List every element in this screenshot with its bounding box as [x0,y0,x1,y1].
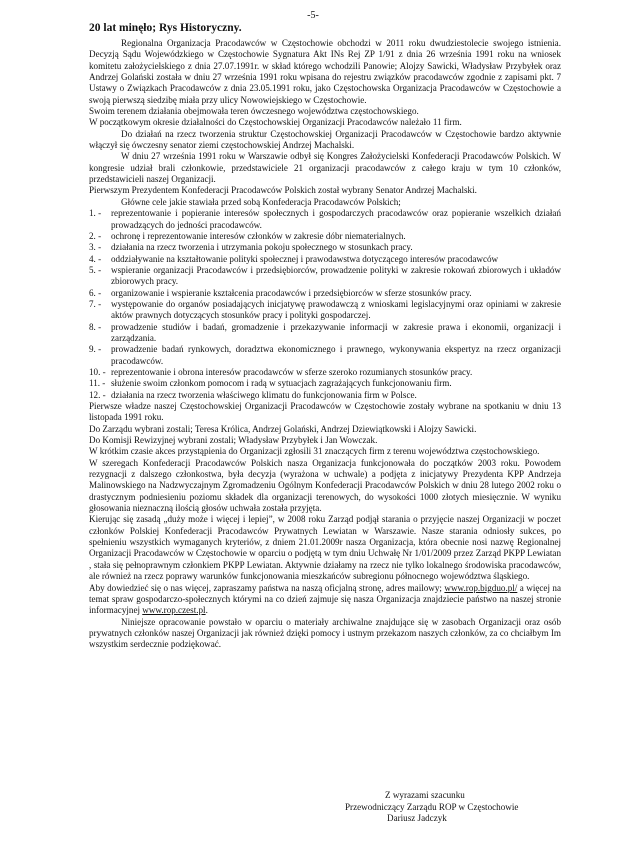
email-link[interactable]: www.rop.bigduo.pl/ [444,582,518,593]
goal-text: prowadzenie badań rynkowych, doradztwa ekonomicznego i prawnego, wykonywania ekspertyz na rzecz organizacji pracodawców. [111,344,561,366]
contact-text-post: . [205,605,208,616]
history-paragraph: Kierując się zasadą „duży może i więcej i lepiej”, w 2008 roku Zarząd podjął starania o przyjęcie naszej Organizacji w poczet członków Polskiej Konfederacji Pracodawców Prywatnych Lewiatan w Warszawie. Nasze starania odniosły sukces, po spełnieniu wszystkich wymaganych kryteriów, z dniem 21.01.2009r nasza Organizacja, która obecnie nosi nazwę Regionalnej Organizacji Pracodawców w Częstochowie w oparciu o podjętą w tym dniu Uchwałę Nr 1/01/2009 przez Zarząd PKPP Lewiatan , stała się pełnoprawnym członkiem PKPP Lewiatan. Aktywnie działamy na rzecz nie tylko lokalnego środowiska pracodawców, ale również na rzecz poprawy warunków funkcjonowania mieszkańców subregionu północnego województwa śląskiego. [89,514,561,582]
goal-item [89,322,561,345]
closing-paragraph: Niniejsze opracowanie powstało w oparciu o materiały archiwalne znajdujące się w zasobach Organizacji oraz osób prywatnych członków naszej Organizacji jak również dzięki pomocy i ustnym przekazom naszych członków, za co chciałbym Im wszystkim serdecznie podziękować. [89,616,561,650]
goal-text: prowadzenie studiów i badań, gromadzenie i przekazywanie informacji w zakresie prawa i ekonomii, organizacji i zarządzania. [111,321,561,343]
goal-item [89,208,561,231]
goal-text: występowanie do organów posiadających inicjatywę prawodawczą z wnioskami legislacyjnymi oraz opiniami w zakresie aktów prawnych dotyczących stosunków pracy i polityki gospodarczej. [111,298,561,321]
signature-greeting: Z wyrazami szacunku [385,790,465,800]
contact-text-pre: Aby dowiedzieć się o nas więcej, zapraszamy państwa na naszą oficjalną stronę, adres mailowy; [89,582,442,593]
signature-block [345,790,518,825]
goal-number: 9. - [89,344,102,355]
goal-text: działania na rzecz tworzenia i utrzymania pokoju społecznego w stosunkach pracy. [111,242,413,253]
goal-text: działania na rzecz tworzenia właściwego klimatu do funkcjonowania firm w Polsce. [111,389,417,400]
goals-list [89,208,561,401]
intro-paragraph: Regionalna Organizacja Pracodawców w Częstochowie obchodzi w 2011 roku dwudziestolecie swojego istnienia. Decyzją Sądu Wojewódzkiego w Częstochowie Sygnatura Akt INs Rej ZP 1/91 z dnia 26 września 1991 roku na wniosek komitetu założycielskiego z dnia 27.07.1991r. w skład którego wchodzili Panowie; Alojzy Sawicki, Władysław Przybyłek oraz Andrzej Golański została w dniu 27 września 1991 roku wpisana do rejestru związków pracodawców zgodnie z zapisami pkt. 7 Ustawy o Związkach Pracodawców z dnia 23.05.1991 roku, jako Częstochowska Organizacja Pracodawców w Częstochowie a swoją pierwszą siedzibę miała przy ulicy Nowowiejskiego w Częstochowie. [89,38,561,105]
goal-number: 1. - [89,208,102,219]
goal-number: 8. - [89,321,102,332]
goal-item [89,390,561,401]
goal-item [89,254,561,265]
intro-paragraph: Do działań na rzecz tworzenia struktur Częstochowskiej Organizacji Pracodawców w Częstochowie bardzo aktywnie włączył się ówczesny senator ziemi częstochowskiej Andrzej Machalski. [89,128,561,151]
document-body [89,38,561,651]
website-link[interactable]: www.rop.czest.pl [142,605,206,616]
goal-number: 10. - [89,366,106,377]
goal-item [89,242,561,253]
goal-number: 7. - [89,298,102,309]
goal-text: reprezentowanie i obrona interesów pracodawców w sferze szeroko rozumianych stosunków pracy. [111,366,473,377]
history-section [89,401,561,583]
signature-name: Dariusz Jadczyk [387,813,447,823]
page-title: 20 lat minęło; Rys Historyczny. [89,22,242,34]
contact-paragraph [89,583,561,617]
goal-number: 2. - [89,230,102,241]
goal-item [89,344,561,367]
goal-text: wspieranie organizacji Pracodawców i przedsiębiorców, prowadzenie polityki w zakresie rokowań zbiorowych i układów zbiorowych pracy. [111,264,561,287]
history-paragraph: W krótkim czasie akces przystąpienia do Organizacji zgłosili 31 znaczących firm z terenu województwa częstochowskiego. [89,446,540,457]
goal-text: organizowanie i wspieranie kształcenia pracodawców i przedsiębiorców w sferze stosunków pracy. [111,287,472,298]
goal-text: ochronę i reprezentowanie interesów członków w zakresie dóbr niematerialnych. [111,230,406,241]
goal-item [89,299,561,322]
goal-item [89,288,561,299]
intro-paragraph: W początkowym okresie działalności do Częstochowskiej Organizacji Pracodawców należało 11 firm. [89,117,462,128]
intro-section [89,38,561,208]
contact-text-mid: a więcej na temat spraw gospodarczo-społecznych którymi na co dzień zajmuje się nasza Organizacja znajdziecie państwo na naszej stronie informacyjnej [89,582,562,616]
intro-paragraph: Główne cele jakie stawiała przed sobą Konfederacja Pracodawców Polskich; [121,196,401,207]
goal-text: reprezentowanie i popieranie interesów społecznych i gospodarczych pracodawców oraz popieranie wszelkich działań prowadzących do jedności pracodawców. [111,208,561,230]
goal-item [89,378,561,389]
goal-item [89,367,561,378]
page-number: -5- [307,10,319,21]
history-paragraph: Do Komisji Rewizyjnej wybrani zostali; Władysław Przybyłek i Jan Wowczak. [89,435,378,446]
history-paragraph: Do Zarządu wybrani zostali; Teresa Królica, Andrzej Golański, Andrzej Dziewiątkowski i Alojzy Sawicki. [89,423,477,434]
intro-paragraph: W dniu 27 września 1991 roku w Warszawie odbył się Kongres Założycielski Konfederacji Pracodawców Polskich. W kongresie udział brali członkowie, przedstawiciele 21 organizacji pracodawców z całego kraju w tym 10 członków, przedstawicieli naszej Organizacji. [89,151,561,185]
intro-paragraph: Pierwszym Prezydentem Konfederacji Pracodawców Polskich został wybrany Senator Andrzej Machalski. [89,185,477,196]
signature-role: Przewodniczący Zarządu ROP w Częstochowie [345,801,519,812]
goal-number: 4. - [89,253,102,264]
goal-number: 11. - [89,378,106,389]
goal-text: oddziaływanie na kształtowanie polityki społecznej i prawodawstwa dotyczącego interesów pracodawców [111,253,499,264]
goal-number: 12. - [89,389,106,400]
goal-text: służenie swoim członkom pomocom i radą w sytuacjach zagrażających funkcjonowaniu firm. [111,378,452,389]
history-paragraph: W szeregach Konfederacji Pracodawców Polskich nasza Organizacja funkcjonowała do początków 2003 roku. Powodem rezygnacji z dalszego członkostwa, była decyzja (wyrażona w uchwale) a podjęta z inicjatywy Prezydenta KPP Andrzeja Malinowskiego na Nadzwyczajnym Zgromadzeniu Ogólnym Konfederacji Pracodawców Polskich w dniu 28 lutego 2002 roku o drastycznym podniesieniu poziomu składek dla organizacji terenowych, do wysokości 1000 złotych miesięcznie. W wyniku głosowania nieznaczną ilością głosów uchwała została przyjęta. [89,457,561,514]
history-paragraph: Pierwsze władze naszej Częstochowskiej Organizacji Pracodawców w Częstochowie zostały wybrane na spotkaniu w dniu 13 listopada 1991 roku. [89,401,561,423]
goal-number: 6. - [89,287,102,298]
intro-paragraph: Swoim terenem działania obejmowała teren ówczesnego województwa częstochowskiego. [89,106,419,117]
goal-item [89,265,561,288]
goal-number: 5. - [89,264,102,275]
goal-item [89,231,561,242]
goal-number: 3. - [89,242,102,253]
